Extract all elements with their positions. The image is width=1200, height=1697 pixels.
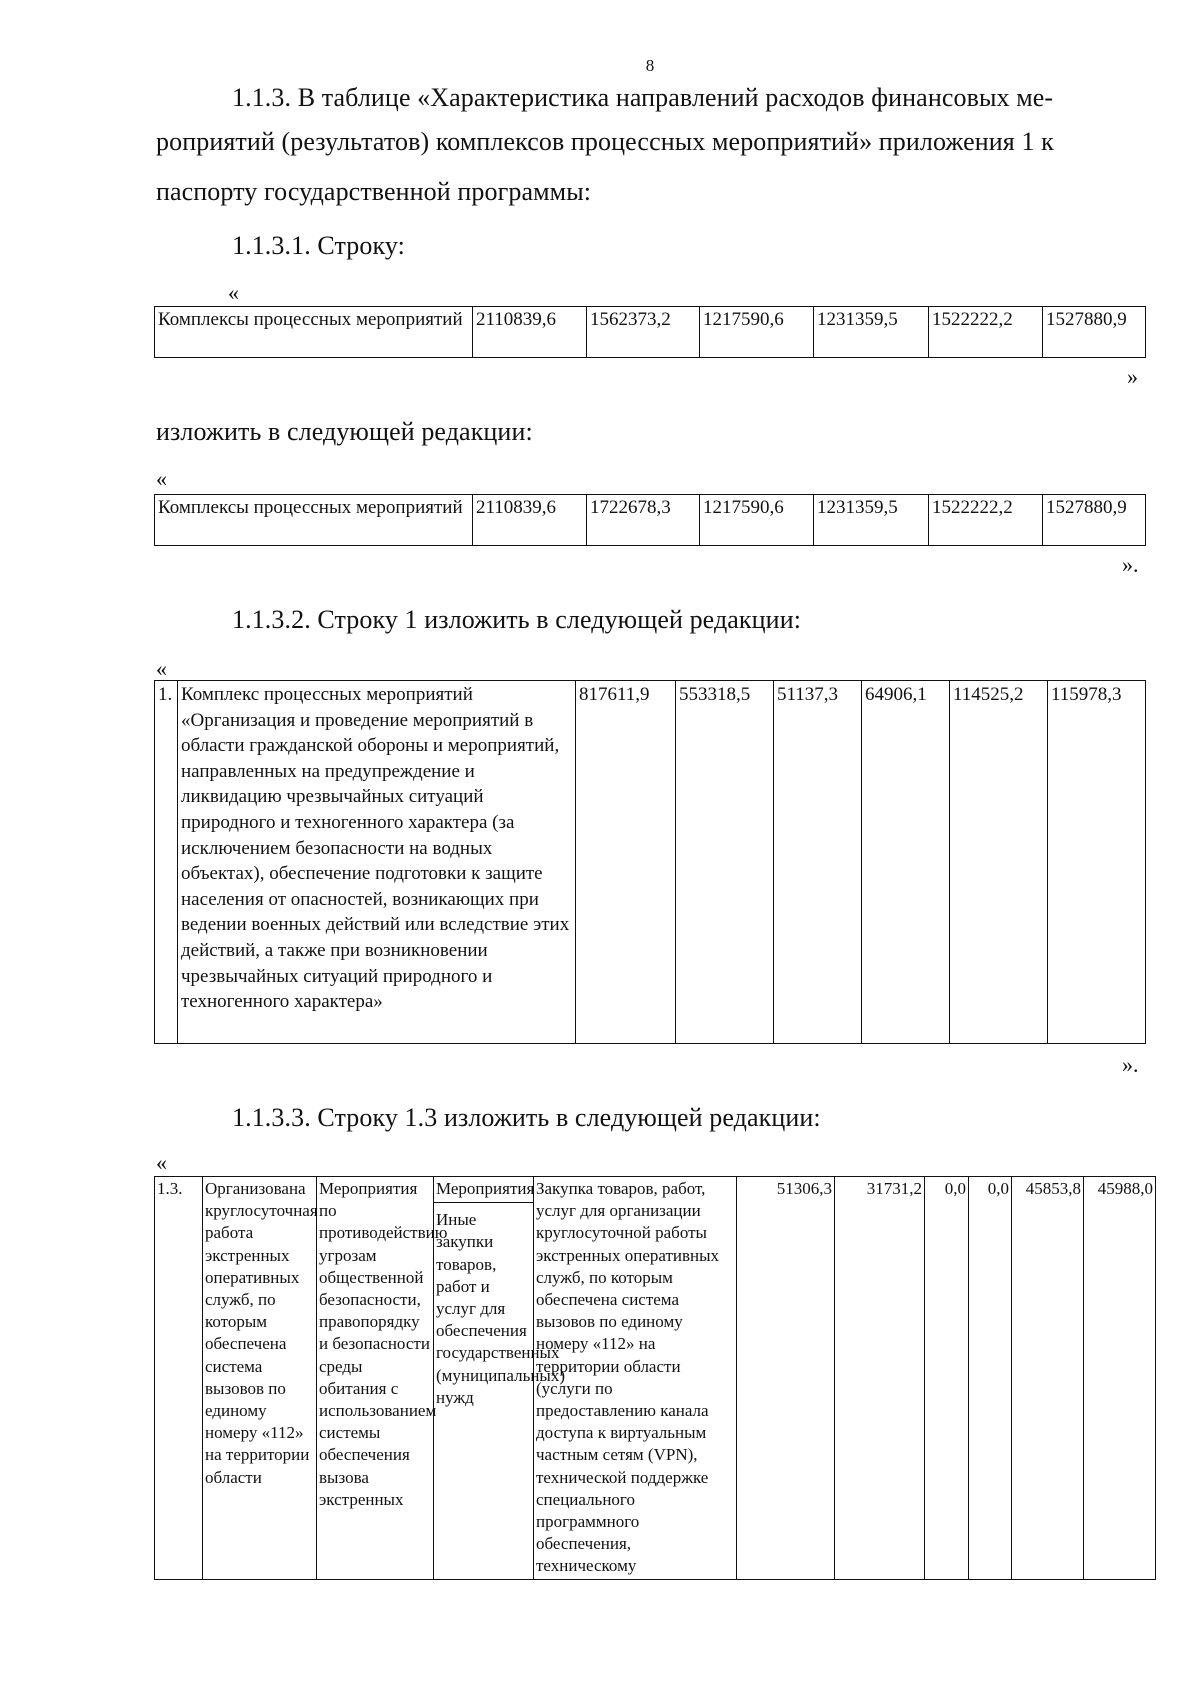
row-number: 1.3. [155,1177,203,1580]
quote-close: ». [1122,1052,1139,1077]
quote-open: « [156,656,167,681]
value-cell: 31731,2 [835,1177,925,1580]
event-cell: Мероприятия по противодействию угрозам общественной безопасности, правопорядку и безопасности среды обитания с использованием системы обеспечения вызова экстренных [317,1177,434,1580]
paragraph-1-1-3-line2: роприятий (результатов) комплексов процессных мероприятий» приложения 1 к [156,127,1054,156]
quote-open: « [156,466,167,491]
value-cell: 51137,3 [774,681,862,1044]
type-value: Иные закупки товаров, работ и услуг для обеспечения государственных (муниципальных) нужд [436,1210,566,1407]
quote-close: » [1127,364,1138,389]
value-cell: 1562373,2 [587,307,700,358]
paragraph-1-1-3-2: 1.1.3.2. Строку 1 изложить в следующей редакции: [232,605,802,634]
value-cell: 817611,9 [576,681,676,1044]
table-old-row [154,306,1146,358]
row-name: Комплексы процессных мероприятий [155,495,473,546]
quote-open: « [156,1150,167,1175]
table-row [155,307,1146,358]
value-cell: 1522222,2 [929,495,1043,546]
value-cell: 1527880,9 [1043,307,1146,358]
value-cell: 1522222,2 [929,307,1043,358]
value-cell: 1231359,5 [814,307,929,358]
table-row [155,681,1146,1044]
result-cell: Организована круглосуточная работа экстренных оперативных служб, по которым обеспечена система вызовов по единому номеру «112» на территории области [203,1177,317,1580]
value-cell: 1231359,5 [814,495,929,546]
paragraph-1-1-3-3: 1.1.3.3. Строку 1.3 изложить в следующей редакции: [232,1103,821,1132]
value-cell: 114525,2 [950,681,1048,1044]
description-cell: Закупка товаров, работ, услуг для организации круглосуточной работы экстренных оперативных служб, по которым обеспечена система вызовов по единому номеру «112» на территории области (услуги по предоставлению канала доступа к виртуальным частным сетям (VPN), технической поддержке специального программного обеспечения, техническому [534,1177,737,1580]
value-cell: 51306,3 [737,1177,835,1580]
paragraph-1-1-3-1: 1.1.3.1. Строку: [232,231,405,260]
value-cell: 1217590,6 [700,495,814,546]
value-cell: 1722678,3 [587,495,700,546]
value-cell: 115978,3 [1048,681,1146,1044]
table-row-1 [154,680,1146,1044]
table-new-row [154,494,1146,546]
row-name: Комплекс процессных мероприятий «Организация и проведение мероприятий в области гражданской обороны и мероприятий, направленных на предупреждение и ликвидацию чрезвычайных ситуаций природного и техногенного характера (за исключением безопасности на водных объектах), обеспечение подготовки к защите населения от опасностей, возникающих при ведении военных действий или вследствие этих действий, а также при возникновении чрезвычайных ситуаций природного и техногенного характера» [178,681,576,1044]
value-cell: 45988,0 [1084,1177,1156,1580]
value-cell: 64906,1 [862,681,950,1044]
type-cell [434,1177,566,1580]
replace-instruction: изложить в следующей редакции: [156,417,533,446]
value-cell: 553318,5 [676,681,774,1044]
value-cell: 1217590,6 [700,307,814,358]
paragraph-1-1-3-line3: паспорту государственной программы: [156,177,592,206]
row-name: Комплексы процессных мероприятий [155,307,473,358]
value-cell: 45853,8 [1012,1177,1084,1580]
value-cell: 2110839,6 [473,495,587,546]
value-cell: 1527880,9 [1043,495,1146,546]
value-cell: 2110839,6 [473,307,587,358]
value-cell: 0,0 [925,1177,969,1580]
row-number: 1. [155,681,178,1044]
type-header: Мероприятия [434,1178,533,1203]
quote-open: « [228,280,239,305]
value-cell: 0,0 [969,1177,1012,1580]
table-row-1-3 [154,1176,1156,1580]
page-number: 8 [645,56,655,75]
paragraph-1-1-3-line1: 1.1.3. В таблице «Характеристика направлений расходов финансовых ме- [232,83,1054,112]
quote-close: ». [1122,552,1139,577]
table-row [155,495,1146,546]
table-row [155,1177,1156,1580]
